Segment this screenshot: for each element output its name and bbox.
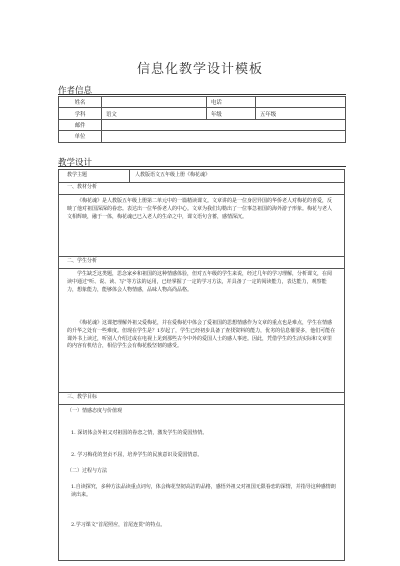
- row-divider: [59, 182, 344, 183]
- topic-value: 人教版语文五年级上册《梅花魂》: [135, 172, 211, 178]
- table-row: [59, 119, 346, 130]
- grade-value: 五年级: [256, 108, 346, 119]
- teaching-goals-heading: 三、教学目标: [67, 394, 98, 400]
- author-info-divider: [58, 94, 346, 95]
- subject-label: 学科: [59, 108, 102, 119]
- goal-item-2: 2. 学习梅花的坚贞不屈，培养学生的民族意识及爱国情意。: [71, 452, 203, 458]
- author-info-table: [58, 96, 346, 143]
- student-analysis-heading: 二、学生分析: [67, 258, 98, 264]
- goal-sub-heading-1: （一）情感态度与价值观: [67, 408, 123, 414]
- row-divider: [59, 392, 344, 393]
- design-divider: [58, 166, 346, 167]
- author-info-heading: 作者信息: [58, 86, 93, 96]
- goal-item-1: 1. 深切体会外祖父对祖国的眷恋之情，激发学生的爱国热情。: [71, 430, 208, 436]
- design-heading: 教学设计: [58, 158, 93, 168]
- textbook-analysis-heading: 一、教材分析: [67, 184, 98, 190]
- student-analysis-text-2: 《梅花魂》这课把理解外祖父爱梅花，并在爱梅花中体会了爱祖国的思想情感作为文章的重点也是难点，学生在情感的升华之处有一些难度。但现在学生是？1岁起了，学生已经初步具备了查找资料的能力，优劣的信息催要多，他们可能在课外书上读过，听别人介绍过或在电视上见到那些古今中外的爱国人士的感人事迹。因此，凭借学生的生活实际和文章里的内容有机结合，相信学生会有梅花般坚韧的感受。: [67, 320, 336, 350]
- topic-divider: [129, 170, 130, 182]
- page-title: 信息化教学设计模板: [136, 62, 263, 77]
- row-divider: [59, 404, 344, 405]
- topic-label: 教学主题: [67, 172, 88, 178]
- email-label: 邮件: [59, 119, 102, 130]
- name-label: 姓名: [59, 97, 102, 108]
- student-analysis-text-1: 学生缺乏这类题，思念家乡和祖国的这种情感体验，但对五年级的学生来说，经过几年的学习理解，分析课文，在阅读中通过"听、说、读、写"等方法的运用，已经掌握了一定的学习方法，并具备了一定的阅读能力，表达能力，观察能力，想象能力，能够体会人物情感，品味人物高尚品格。: [67, 271, 333, 293]
- table-row: [59, 108, 346, 119]
- goal-item-3: 1.自读探究，多种方法品读重点词句，体会梅花坚韧高洁的品格，感悟外祖父对祖国无限眷恋的深情，并指导这种感情朗读出来。: [71, 484, 336, 498]
- subject-value: 语文: [102, 108, 207, 119]
- goal-sub-heading-2: （二）过程与方法: [67, 468, 108, 474]
- table-row: [59, 97, 346, 108]
- phone-value: [256, 97, 346, 108]
- grade-label: 年级: [207, 108, 256, 119]
- textbook-analysis-text: 《梅花魂》是人教版五年级上册第二单元中的一篇精读课文。文章讲的是一位身居异国的华侨老人对梅花的喜爱，反映了他对祖国深深的眷恋。表达出一位华侨老人的中心。文章为我们勾勒出了一位事急祖国的海外游子形象。梅花与老人文相辉映，融于一体，梅花魂已巳入老人的生命之中，课文语句含蓄，感情深沉。: [67, 198, 333, 220]
- row-divider: [59, 268, 344, 269]
- row-divider: [59, 194, 344, 195]
- row-divider: [59, 256, 344, 257]
- design-content-box: [58, 169, 345, 561]
- table-row: [59, 131, 346, 142]
- name-value: [102, 97, 207, 108]
- email-value: [102, 119, 346, 130]
- phone-label: 电话: [207, 97, 256, 108]
- goal-item-4: 2.学习课文"首尾照应，首尾连贯"的特点。: [71, 522, 166, 528]
- organization-label: 单位: [59, 131, 102, 142]
- organization-value: [102, 131, 346, 142]
